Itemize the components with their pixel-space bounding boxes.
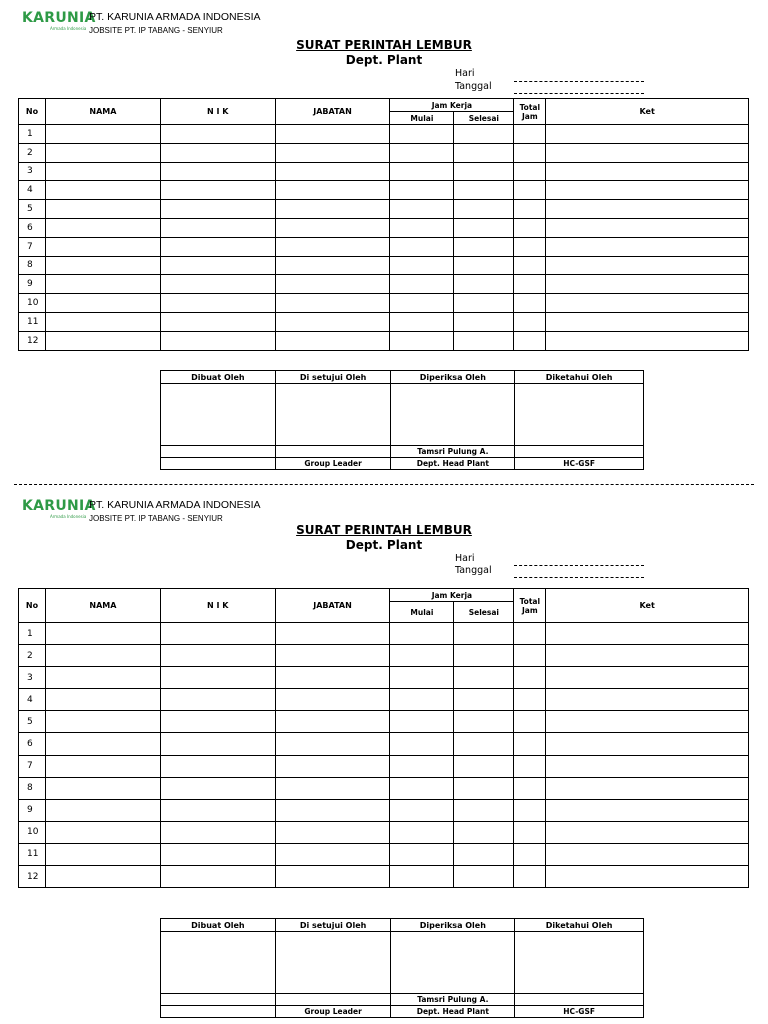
- nama-cell[interactable]: [45, 331, 160, 350]
- diperiksa-oleh: Diperiksa Oleh: [391, 919, 515, 932]
- ket-cell[interactable]: [546, 331, 749, 350]
- mulai-cell[interactable]: [390, 799, 454, 821]
- nik-cell[interactable]: [160, 218, 275, 237]
- mulai-cell[interactable]: [390, 143, 454, 162]
- ket-cell[interactable]: [546, 689, 749, 711]
- mulai-cell[interactable]: [390, 777, 454, 799]
- col-ket: Ket: [546, 589, 749, 623]
- jabatan-cell[interactable]: [275, 755, 390, 777]
- ket-cell[interactable]: [546, 218, 749, 237]
- selesai-cell[interactable]: [454, 843, 514, 865]
- overtime-table: [18, 588, 749, 888]
- signature-box[interactable]: [275, 384, 391, 446]
- row-number: 4: [19, 689, 46, 711]
- nama-cell[interactable]: [45, 866, 160, 888]
- total-jam-cell[interactable]: [514, 843, 546, 865]
- nik-cell[interactable]: [160, 623, 275, 645]
- jabatan-cell[interactable]: [275, 218, 390, 237]
- table-row: [19, 733, 749, 755]
- signer-name: Tamsri Pulung A.: [391, 994, 515, 1006]
- table-row: [19, 312, 749, 331]
- signer-name: [275, 994, 391, 1006]
- overtime-form-bottom: [0, 488, 768, 1024]
- mulai-cell[interactable]: [390, 623, 454, 645]
- selesai-cell[interactable]: [454, 623, 514, 645]
- mulai-cell[interactable]: [390, 667, 454, 689]
- table-row: [19, 181, 749, 200]
- selesai-cell[interactable]: [454, 275, 514, 294]
- table-row: [19, 667, 749, 689]
- col-total-jam: Total Jam: [514, 99, 546, 125]
- total-jam-cell[interactable]: [514, 733, 546, 755]
- mulai-cell[interactable]: [390, 866, 454, 888]
- selesai-cell[interactable]: [454, 711, 514, 733]
- total-jam-cell[interactable]: [514, 200, 546, 219]
- ket-cell[interactable]: [546, 866, 749, 888]
- selesai-cell[interactable]: [454, 125, 514, 144]
- tanggal-field[interactable]: [514, 93, 644, 94]
- selesai-cell[interactable]: [454, 799, 514, 821]
- nama-cell[interactable]: [45, 200, 160, 219]
- jabatan-cell[interactable]: [275, 331, 390, 350]
- col-total-jam: Total Jam: [514, 589, 546, 623]
- total-jam-cell[interactable]: [514, 331, 546, 350]
- row-number: 1: [19, 125, 46, 144]
- ket-cell[interactable]: [546, 237, 749, 256]
- nik-cell[interactable]: [160, 125, 275, 144]
- selesai-cell[interactable]: [454, 689, 514, 711]
- jabatan-cell[interactable]: [275, 777, 390, 799]
- col-jabatan: JABATAN: [275, 99, 390, 125]
- row-number: 9: [19, 275, 46, 294]
- selesai-cell[interactable]: [454, 200, 514, 219]
- jobsite-name: JOBSITE PT. IP TABANG - SENYIUR: [89, 26, 223, 35]
- table-row: [19, 125, 749, 144]
- total-jam-cell[interactable]: [514, 162, 546, 181]
- department: Dept. Plant: [345, 538, 423, 552]
- nama-cell[interactable]: [45, 777, 160, 799]
- total-jam-cell[interactable]: [514, 237, 546, 256]
- jabatan-cell[interactable]: [275, 162, 390, 181]
- total-jam-cell[interactable]: [514, 218, 546, 237]
- total-jam-cell[interactable]: [514, 312, 546, 331]
- selesai-cell[interactable]: [454, 218, 514, 237]
- selesai-cell[interactable]: [454, 312, 514, 331]
- ket-cell[interactable]: [546, 312, 749, 331]
- table-row: [19, 755, 749, 777]
- table-row: [19, 218, 749, 237]
- row-number: 7: [19, 755, 46, 777]
- nama-cell[interactable]: [45, 645, 160, 667]
- table-row: [19, 143, 749, 162]
- table-row: [19, 821, 749, 843]
- signer-name: [161, 446, 276, 458]
- selesai-cell[interactable]: [454, 821, 514, 843]
- signer-name: [275, 446, 391, 458]
- row-number: 4: [19, 181, 46, 200]
- nik-cell[interactable]: [160, 331, 275, 350]
- nik-cell[interactable]: [160, 866, 275, 888]
- ket-cell[interactable]: [546, 181, 749, 200]
- row-number: 1: [19, 623, 46, 645]
- mulai-cell[interactable]: [390, 689, 454, 711]
- diperiksa-oleh: Diperiksa Oleh: [391, 371, 515, 384]
- table-row: [19, 866, 749, 888]
- table-row: [19, 275, 749, 294]
- jabatan-cell[interactable]: [275, 645, 390, 667]
- nama-cell[interactable]: [45, 275, 160, 294]
- ket-cell[interactable]: [546, 623, 749, 645]
- nama-cell[interactable]: [45, 312, 160, 331]
- col-jabatan: JABATAN: [275, 589, 390, 623]
- ket-cell[interactable]: [546, 162, 749, 181]
- signature-box[interactable]: [275, 932, 391, 994]
- ket-cell[interactable]: [546, 200, 749, 219]
- table-row: [19, 777, 749, 799]
- form-title: SURAT PERINTAH LEMBUR: [296, 38, 472, 52]
- diketahui-oleh: Diketahui Oleh: [515, 371, 644, 384]
- jabatan-cell[interactable]: [275, 711, 390, 733]
- mulai-cell[interactable]: [390, 200, 454, 219]
- mulai-cell[interactable]: [390, 294, 454, 313]
- nama-cell[interactable]: [45, 623, 160, 645]
- col-nama: NAMA: [45, 99, 160, 125]
- mulai-cell[interactable]: [390, 733, 454, 755]
- ket-cell[interactable]: [546, 275, 749, 294]
- nama-cell[interactable]: [45, 733, 160, 755]
- jabatan-cell[interactable]: [275, 733, 390, 755]
- jabatan-cell[interactable]: [275, 181, 390, 200]
- mulai-cell[interactable]: [390, 218, 454, 237]
- overtime-table: [18, 98, 749, 351]
- col-no: No: [19, 99, 46, 125]
- row-number: 7: [19, 237, 46, 256]
- nama-cell[interactable]: [45, 162, 160, 181]
- col-jam-kerja: Jam Kerja: [390, 589, 514, 602]
- mulai-cell[interactable]: [390, 843, 454, 865]
- ket-cell[interactable]: [546, 256, 749, 275]
- signature-box[interactable]: [161, 932, 276, 994]
- table-row: [19, 294, 749, 313]
- hari-field[interactable]: [514, 81, 644, 82]
- nik-cell[interactable]: [160, 777, 275, 799]
- signature-table: [160, 918, 644, 1018]
- col-jam-kerja: Jam Kerja: [390, 99, 514, 112]
- row-number: 5: [19, 200, 46, 219]
- mulai-cell[interactable]: [390, 237, 454, 256]
- nama-cell[interactable]: [45, 125, 160, 144]
- disetujui-oleh: Di setujui Oleh: [275, 371, 391, 384]
- signature-box[interactable]: [391, 384, 515, 446]
- diketahui-oleh: Diketahui Oleh: [515, 919, 644, 932]
- signature-table: [160, 370, 644, 470]
- total-jam-cell[interactable]: [514, 294, 546, 313]
- selesai-cell[interactable]: [454, 294, 514, 313]
- nik-cell[interactable]: [160, 645, 275, 667]
- nik-cell[interactable]: [160, 143, 275, 162]
- total-jam-cell[interactable]: [514, 275, 546, 294]
- col-selesai: Selesai: [454, 602, 514, 623]
- signer-role: HC-GSF: [515, 458, 644, 470]
- nik-cell[interactable]: [160, 200, 275, 219]
- signer-name: [161, 994, 276, 1006]
- selesai-cell[interactable]: [454, 866, 514, 888]
- row-number: 11: [19, 843, 46, 865]
- ket-cell[interactable]: [546, 821, 749, 843]
- row-number: 8: [19, 777, 46, 799]
- nik-cell[interactable]: [160, 733, 275, 755]
- nama-cell[interactable]: [45, 821, 160, 843]
- signer-role: [161, 1006, 276, 1018]
- table-row: [19, 799, 749, 821]
- selesai-cell[interactable]: [454, 237, 514, 256]
- karunia-logo: KARUNIA Armada Indonesia: [22, 10, 96, 31]
- jabatan-cell[interactable]: [275, 125, 390, 144]
- total-jam-cell[interactable]: [514, 866, 546, 888]
- row-number: 2: [19, 143, 46, 162]
- overtime-form-top: [0, 0, 768, 480]
- nik-cell[interactable]: [160, 256, 275, 275]
- jabatan-cell[interactable]: [275, 821, 390, 843]
- nik-cell[interactable]: [160, 275, 275, 294]
- ket-cell[interactable]: [546, 294, 749, 313]
- jabatan-cell[interactable]: [275, 200, 390, 219]
- jabatan-cell[interactable]: [275, 312, 390, 331]
- total-jam-cell[interactable]: [514, 777, 546, 799]
- mulai-cell[interactable]: [390, 331, 454, 350]
- table-row: [19, 200, 749, 219]
- selesai-cell[interactable]: [454, 256, 514, 275]
- ket-cell[interactable]: [546, 645, 749, 667]
- nik-cell[interactable]: [160, 237, 275, 256]
- row-number: 11: [19, 312, 46, 331]
- total-jam-cell[interactable]: [514, 711, 546, 733]
- ket-cell[interactable]: [546, 799, 749, 821]
- signer-role: Dept. Head Plant: [391, 1006, 515, 1018]
- total-jam-cell[interactable]: [514, 623, 546, 645]
- mulai-cell[interactable]: [390, 711, 454, 733]
- nama-cell[interactable]: [45, 755, 160, 777]
- row-number: 6: [19, 733, 46, 755]
- table-row: [19, 645, 749, 667]
- signature-box[interactable]: [515, 384, 644, 446]
- row-number: 2: [19, 645, 46, 667]
- mulai-cell[interactable]: [390, 755, 454, 777]
- ket-cell[interactable]: [546, 755, 749, 777]
- jabatan-cell[interactable]: [275, 275, 390, 294]
- jabatan-cell[interactable]: [275, 623, 390, 645]
- signature-box[interactable]: [391, 932, 515, 994]
- company-name: PT. KARUNIA ARMADA INDONESIA: [89, 499, 261, 511]
- dibuat-oleh: Dibuat Oleh: [161, 919, 276, 932]
- jabatan-cell[interactable]: [275, 866, 390, 888]
- nama-cell[interactable]: [45, 237, 160, 256]
- total-jam-cell[interactable]: [514, 667, 546, 689]
- jabatan-cell[interactable]: [275, 143, 390, 162]
- table-row: [19, 711, 749, 733]
- nama-cell[interactable]: [45, 843, 160, 865]
- row-number: 9: [19, 799, 46, 821]
- col-nik: N I K: [160, 589, 275, 623]
- table-row: [19, 331, 749, 350]
- row-number: 12: [19, 331, 46, 350]
- nik-cell[interactable]: [160, 312, 275, 331]
- row-number: 5: [19, 711, 46, 733]
- nama-cell[interactable]: [45, 294, 160, 313]
- nama-cell[interactable]: [45, 799, 160, 821]
- signer-role: Dept. Head Plant: [391, 458, 515, 470]
- total-jam-cell[interactable]: [514, 755, 546, 777]
- nik-cell[interactable]: [160, 294, 275, 313]
- table-row: [19, 162, 749, 181]
- nik-cell[interactable]: [160, 162, 275, 181]
- jabatan-cell[interactable]: [275, 843, 390, 865]
- nama-cell[interactable]: [45, 689, 160, 711]
- total-jam-cell[interactable]: [514, 645, 546, 667]
- mulai-cell[interactable]: [390, 162, 454, 181]
- row-number: 6: [19, 218, 46, 237]
- col-mulai: Mulai: [390, 112, 454, 125]
- dibuat-oleh: Dibuat Oleh: [161, 371, 276, 384]
- total-jam-cell[interactable]: [514, 125, 546, 144]
- jabatan-cell[interactable]: [275, 799, 390, 821]
- table-row: [19, 689, 749, 711]
- table-row: [19, 256, 749, 275]
- col-nama: NAMA: [45, 589, 160, 623]
- col-mulai: Mulai: [390, 602, 454, 623]
- selesai-cell[interactable]: [454, 331, 514, 350]
- ket-cell[interactable]: [546, 143, 749, 162]
- row-number: 10: [19, 821, 46, 843]
- disetujui-oleh: Di setujui Oleh: [275, 919, 391, 932]
- row-number: 3: [19, 162, 46, 181]
- mulai-cell[interactable]: [390, 275, 454, 294]
- mulai-cell[interactable]: [390, 125, 454, 144]
- karunia-logo: KARUNIA Armada Indonesia: [22, 498, 96, 519]
- selesai-cell[interactable]: [454, 667, 514, 689]
- hari-label: Hari: [455, 553, 475, 564]
- col-ket: Ket: [546, 99, 749, 125]
- row-number: 12: [19, 866, 46, 888]
- total-jam-cell[interactable]: [514, 256, 546, 275]
- nik-cell[interactable]: [160, 689, 275, 711]
- signer-role: Group Leader: [275, 458, 391, 470]
- signature-box[interactable]: [161, 384, 276, 446]
- selesai-cell[interactable]: [454, 645, 514, 667]
- jabatan-cell[interactable]: [275, 256, 390, 275]
- ket-cell[interactable]: [546, 843, 749, 865]
- table-row: [19, 843, 749, 865]
- mulai-cell[interactable]: [390, 645, 454, 667]
- total-jam-cell[interactable]: [514, 821, 546, 843]
- selesai-cell[interactable]: [454, 733, 514, 755]
- form-title: SURAT PERINTAH LEMBUR: [296, 523, 472, 537]
- tanggal-label: Tanggal: [455, 565, 492, 576]
- nama-cell[interactable]: [45, 711, 160, 733]
- table-row: [19, 237, 749, 256]
- selesai-cell[interactable]: [454, 162, 514, 181]
- signature-box[interactable]: [515, 932, 644, 994]
- tanggal-field[interactable]: [514, 577, 644, 578]
- signer-name: [515, 994, 644, 1006]
- cut-line: [14, 484, 754, 485]
- signer-role: HC-GSF: [515, 1006, 644, 1018]
- table-row: [19, 623, 749, 645]
- signer-role: [161, 458, 276, 470]
- jabatan-cell[interactable]: [275, 237, 390, 256]
- signer-name: [515, 446, 644, 458]
- total-jam-cell[interactable]: [514, 689, 546, 711]
- col-nik: N I K: [160, 99, 275, 125]
- mulai-cell[interactable]: [390, 256, 454, 275]
- jobsite-name: JOBSITE PT. IP TABANG - SENYIUR: [89, 514, 223, 523]
- tanggal-label: Tanggal: [455, 81, 492, 92]
- total-jam-cell[interactable]: [514, 143, 546, 162]
- selesai-cell[interactable]: [454, 755, 514, 777]
- nama-cell[interactable]: [45, 143, 160, 162]
- hari-label: Hari: [455, 68, 475, 79]
- ket-cell[interactable]: [546, 125, 749, 144]
- total-jam-cell[interactable]: [514, 181, 546, 200]
- nama-cell[interactable]: [45, 256, 160, 275]
- nama-cell[interactable]: [45, 218, 160, 237]
- jabatan-cell[interactable]: [275, 667, 390, 689]
- row-number: 3: [19, 667, 46, 689]
- col-selesai: Selesai: [454, 112, 514, 125]
- jabatan-cell[interactable]: [275, 294, 390, 313]
- row-number: 8: [19, 256, 46, 275]
- ket-cell[interactable]: [546, 711, 749, 733]
- mulai-cell[interactable]: [390, 312, 454, 331]
- col-no: No: [19, 589, 46, 623]
- selesai-cell[interactable]: [454, 181, 514, 200]
- nama-cell[interactable]: [45, 667, 160, 689]
- nama-cell[interactable]: [45, 181, 160, 200]
- selesai-cell[interactable]: [454, 777, 514, 799]
- nik-cell[interactable]: [160, 667, 275, 689]
- nik-cell[interactable]: [160, 843, 275, 865]
- signer-name: Tamsri Pulung A.: [391, 446, 515, 458]
- department: Dept. Plant: [345, 53, 423, 67]
- mulai-cell[interactable]: [390, 181, 454, 200]
- nik-cell[interactable]: [160, 181, 275, 200]
- ket-cell[interactable]: [546, 777, 749, 799]
- selesai-cell[interactable]: [454, 143, 514, 162]
- total-jam-cell[interactable]: [514, 799, 546, 821]
- company-name: PT. KARUNIA ARMADA INDONESIA: [89, 11, 261, 23]
- nik-cell[interactable]: [160, 755, 275, 777]
- ket-cell[interactable]: [546, 667, 749, 689]
- row-number: 10: [19, 294, 46, 313]
- signer-role: Group Leader: [275, 1006, 391, 1018]
- nik-cell[interactable]: [160, 711, 275, 733]
- nik-cell[interactable]: [160, 799, 275, 821]
- mulai-cell[interactable]: [390, 821, 454, 843]
- jabatan-cell[interactable]: [275, 689, 390, 711]
- ket-cell[interactable]: [546, 733, 749, 755]
- hari-field[interactable]: [514, 565, 644, 566]
- nik-cell[interactable]: [160, 821, 275, 843]
